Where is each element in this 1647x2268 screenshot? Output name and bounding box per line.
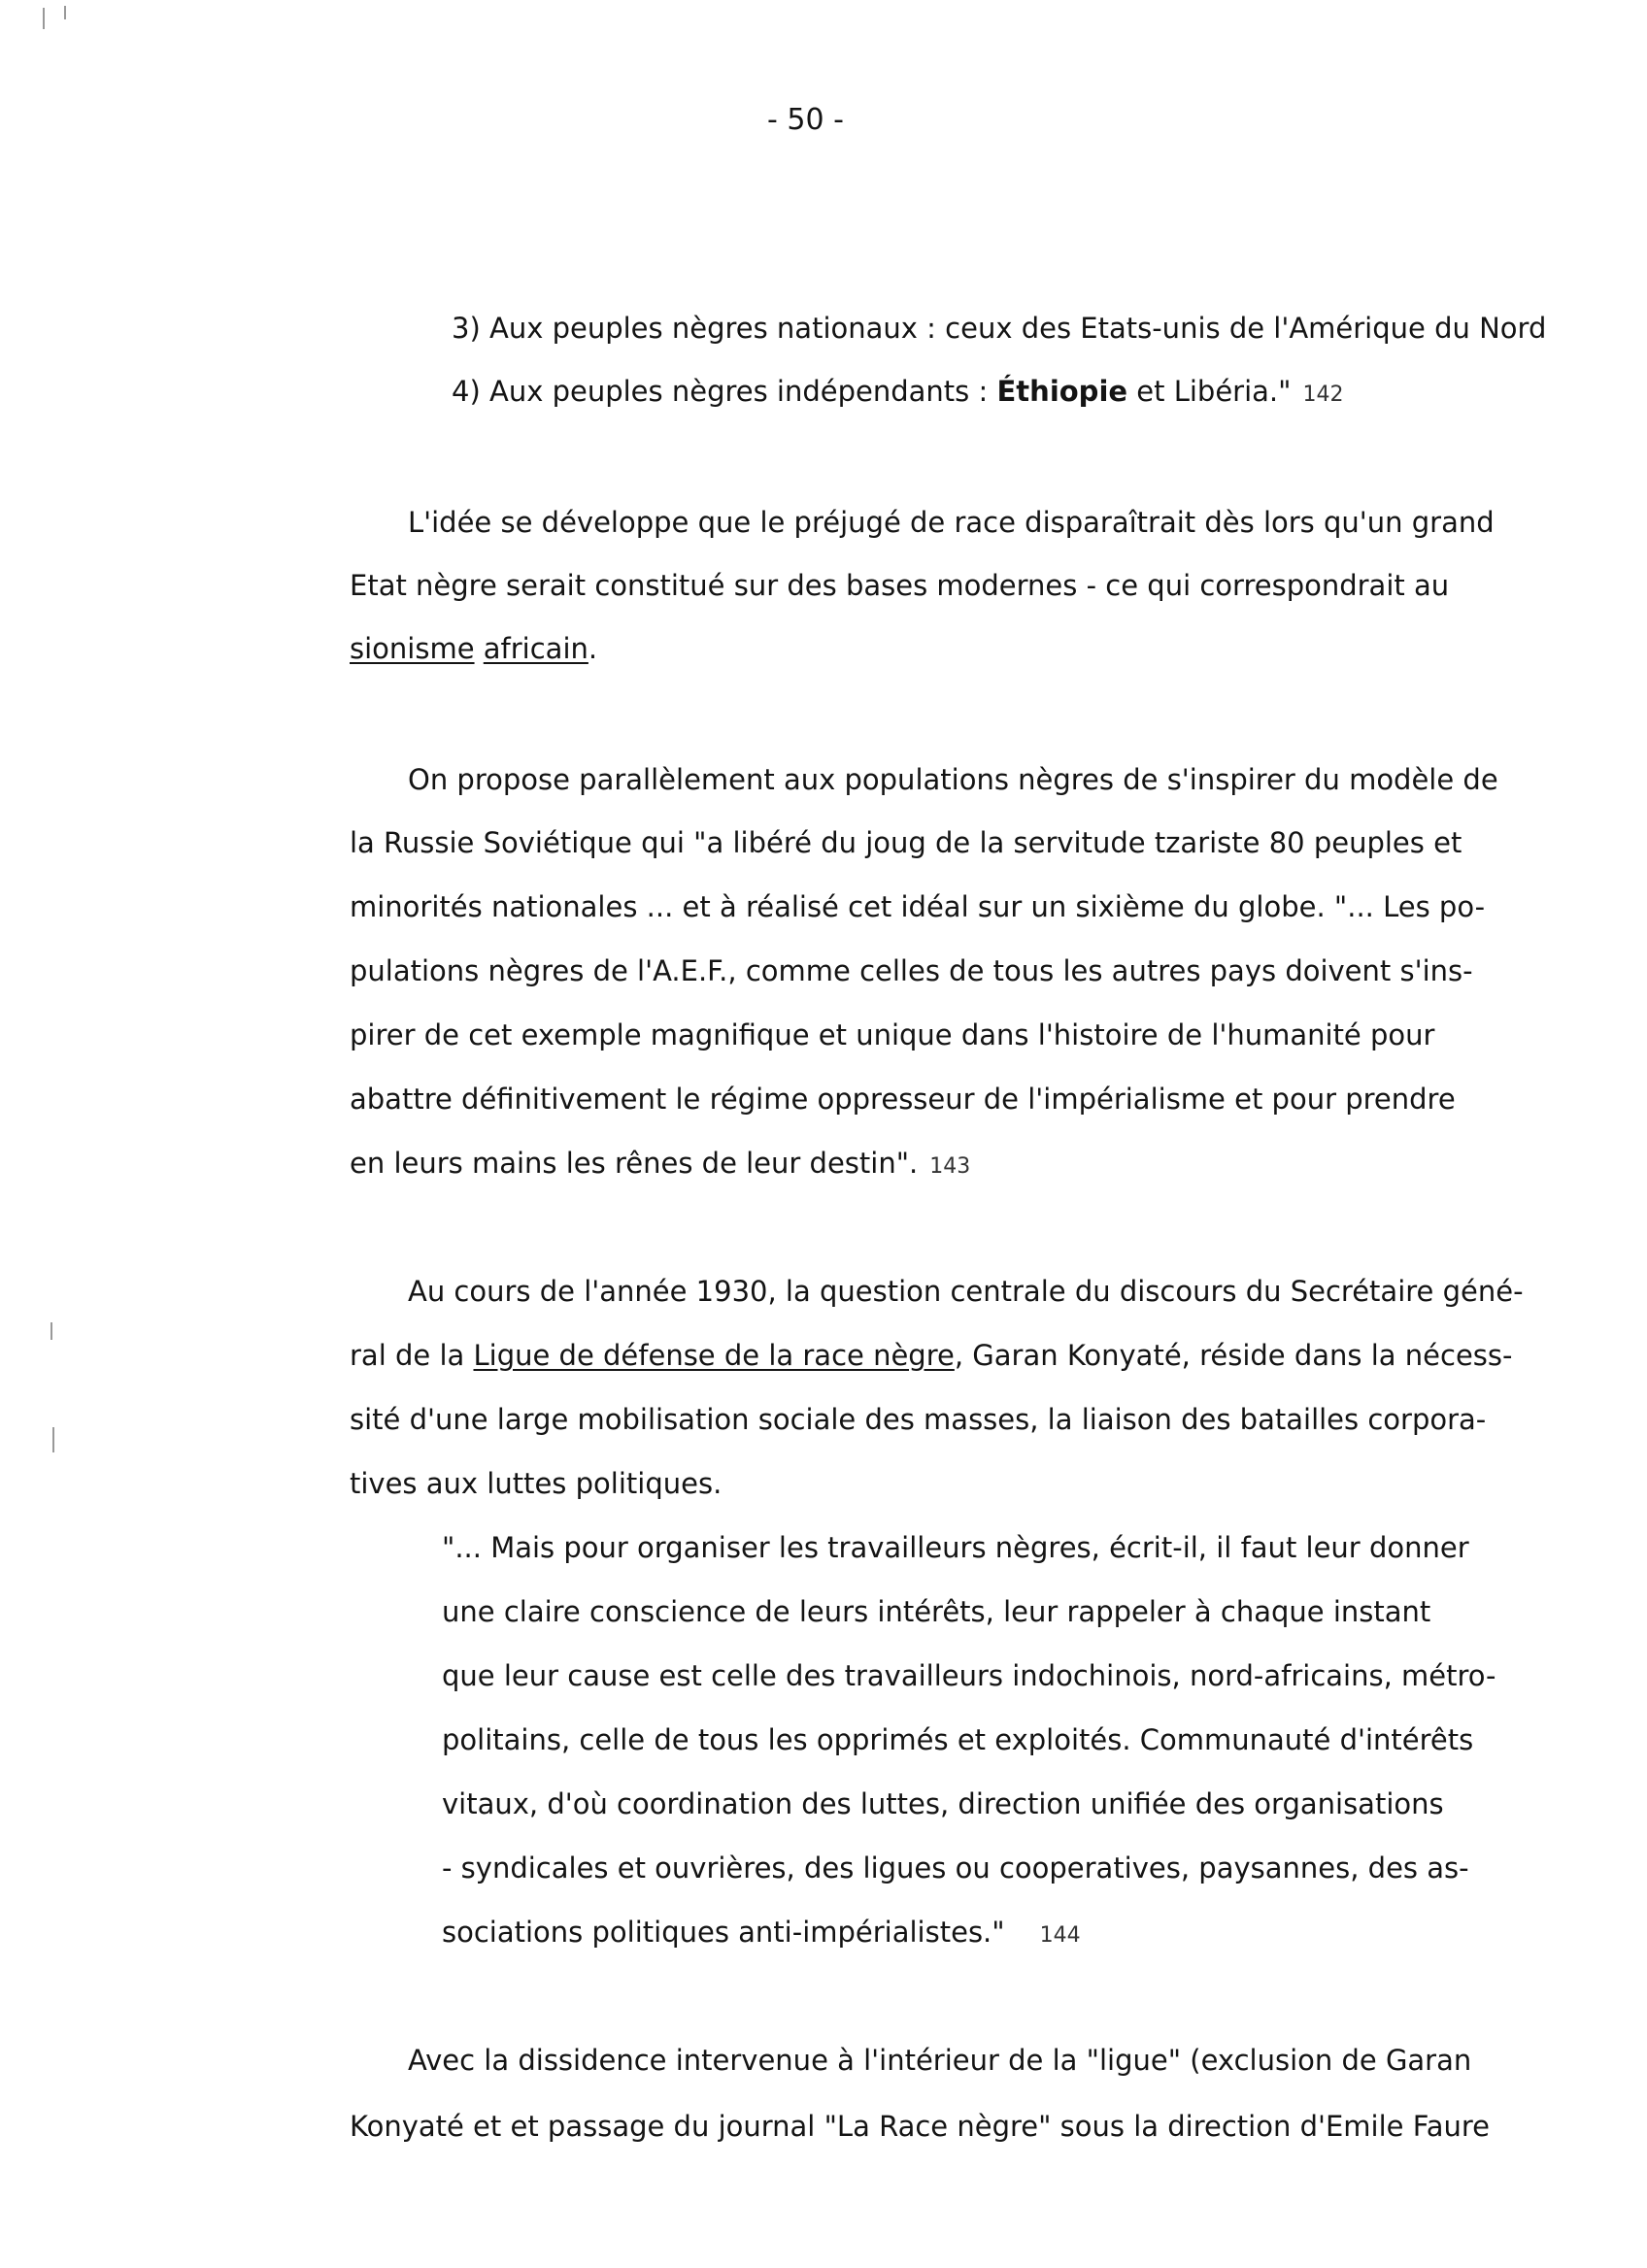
quote-line2: une claire conscience de leurs intérêts, leur rappeler à chaque instant bbox=[442, 1595, 1431, 1628]
para3-line1: Au cours de l'année 1930, la question centrale du discours du Secrétaire géné- bbox=[408, 1275, 1524, 1308]
underlined-word-africain: africain bbox=[483, 632, 588, 665]
quote-line7-text: sociations politiques anti-impérialistes." bbox=[442, 1916, 1005, 1949]
list-item-4-bold: Éthiopie bbox=[996, 375, 1128, 408]
list-item-4-suffix: et Libéria." bbox=[1127, 375, 1292, 408]
underlined-word-sionisme: sionisme bbox=[350, 632, 475, 665]
quote-line7 bbox=[442, 1915, 1081, 1953]
para2-line5: pirer de cet exemple magnifique et unique dans l'histoire de l'humanité pour bbox=[350, 1018, 1435, 1051]
para1-line2: Etat nègre serait constitué sur des bases modernes - ce qui correspondrait au bbox=[350, 569, 1450, 602]
para3-line2-suffix: , Garan Konyaté, réside dans la nécess- bbox=[954, 1339, 1513, 1372]
para5-line1: Avec la dissidence intervenue à l'intérieur de la "ligue" (exclusion de Garan bbox=[408, 2044, 1472, 2077]
scan-mark bbox=[52, 1427, 54, 1452]
footnote-143: 143 bbox=[929, 1154, 971, 1179]
list-item-3: 3) Aux peuples nègres nationaux : ceux des Etats-unis de l'Amérique du Nord bbox=[452, 312, 1547, 345]
para2-line7 bbox=[350, 1146, 970, 1184]
para2-line3: minorités nationales ... et à réalisé cet idéal sur un sixième du globe. "... Les po- bbox=[350, 890, 1486, 923]
quote-line6: - syndicales et ouvrières, des ligues ou cooperatives, paysannes, des as- bbox=[442, 1851, 1469, 1884]
para1-line1: L'idée se développe que le préjugé de race disparaîtrait dès lors qu'un grand bbox=[408, 506, 1495, 539]
para2-line7-text: en leurs mains les rênes de leur destin". bbox=[350, 1147, 919, 1180]
para1-end: . bbox=[588, 632, 598, 665]
footnote-144: 144 bbox=[1039, 1923, 1081, 1948]
para1-line3 bbox=[350, 631, 597, 666]
list-item-4-prefix: 4) Aux peuples nègres indépendants : bbox=[452, 375, 997, 408]
scan-mark bbox=[43, 8, 45, 29]
quote-line5: vitaux, d'où coordination des luttes, direction unifiée des organisations bbox=[442, 1787, 1444, 1820]
quote-line3: que leur cause est celle des travailleurs indochinois, nord-africains, métro- bbox=[442, 1659, 1496, 1692]
scan-mark bbox=[64, 6, 66, 19]
para5-line2: Konyaté et et passage du journal "La Race nègre" sous la direction d'Emile Faure bbox=[350, 2110, 1491, 2143]
para2-line1: On propose parallèlement aux populations nègres de s'inspirer du modèle de bbox=[408, 763, 1498, 796]
footnote-142: 142 bbox=[1302, 383, 1344, 407]
para3-line4: tives aux luttes politiques. bbox=[350, 1467, 723, 1500]
scan-mark bbox=[50, 1322, 52, 1340]
para2-line2: la Russie Soviétique qui "a libéré du joug de la servitude tzariste 80 peuples et bbox=[350, 826, 1462, 859]
page-number: - 50 - bbox=[767, 103, 844, 137]
underlined-league-name: Ligue de défense de la race nègre bbox=[473, 1339, 955, 1372]
para2-line4: pulations nègres de l'A.E.F., comme celles de tous les autres pays doivent s'ins- bbox=[350, 954, 1473, 987]
para3-line2-prefix: ral de la bbox=[350, 1339, 474, 1372]
para3-line3: sité d'une large mobilisation sociale des masses, la liaison des batailles corpora- bbox=[350, 1403, 1487, 1436]
quote-line1: "... Mais pour organiser les travailleurs nègres, écrit-il, il faut leur donner bbox=[442, 1531, 1469, 1564]
list-item-4 bbox=[452, 374, 1343, 413]
para3-line2 bbox=[350, 1338, 1512, 1373]
para2-line6: abattre définitivement le régime oppresseur de l'impérialisme et pour prendre bbox=[350, 1083, 1456, 1116]
quote-line4: politains, celle de tous les opprimés et exploités. Communauté d'intérêts bbox=[442, 1723, 1474, 1756]
